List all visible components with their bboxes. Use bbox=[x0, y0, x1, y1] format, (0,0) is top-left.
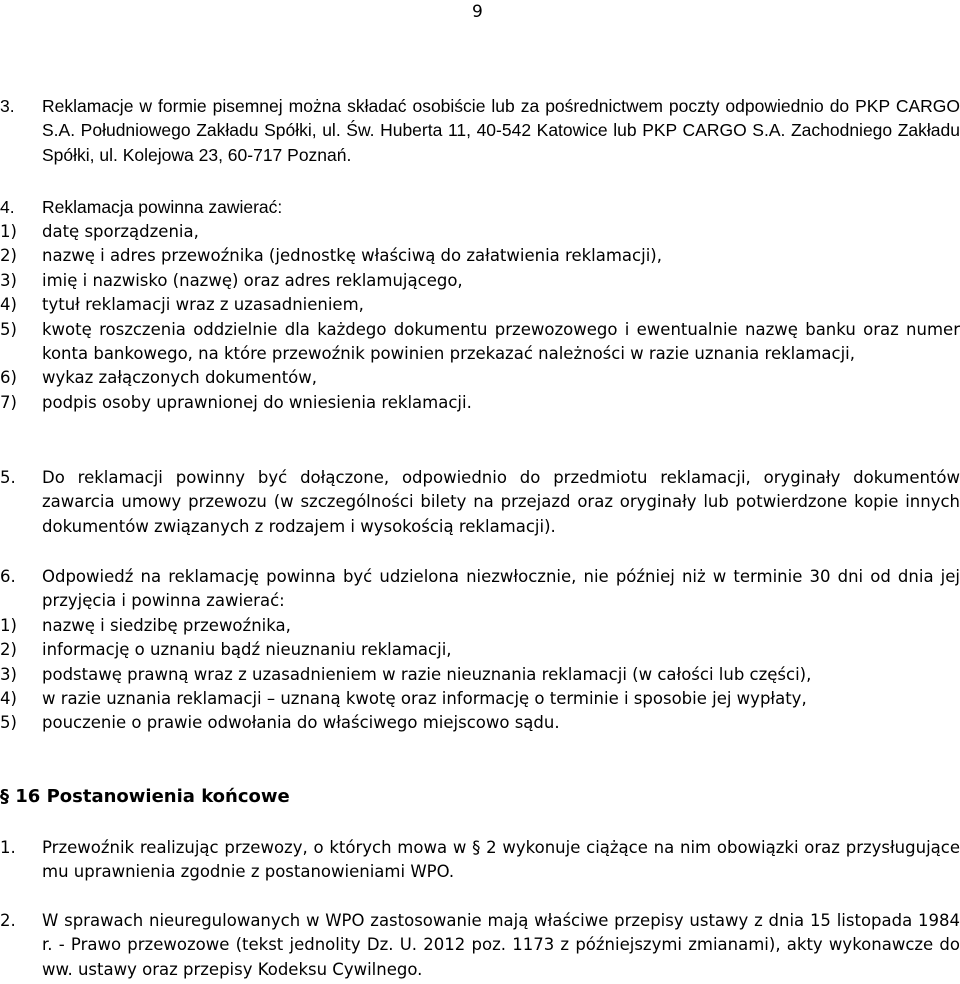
list-number: 4) bbox=[0, 295, 17, 315]
item-text: Przewoźnik realizując przewozy, o których mowa w § 2 wykonuje ciążące na nim obowiązki oraz przysługujące mu uprawnienia zgodnie z postanowieniami WPO. bbox=[42, 838, 960, 882]
list-text: pouczenie o prawie odwołania do właściwego miejscowo sądu. bbox=[42, 713, 560, 733]
list-number: 1) bbox=[0, 615, 17, 635]
list-number: 6) bbox=[0, 368, 17, 388]
list-text: tytuł reklamacji wraz z uzasadnieniem, bbox=[42, 295, 364, 315]
list-item bbox=[0, 711, 960, 735]
paragraph-3 bbox=[0, 94, 960, 167]
paragraph-5 bbox=[0, 466, 960, 539]
item-number: 5. bbox=[0, 468, 16, 487]
item-number: 4. bbox=[0, 197, 15, 217]
list-text: podstawę prawną wraz z uzasadnieniem w razie nieuznania reklamacji (w całości lub części), bbox=[42, 664, 812, 684]
list-text: wykaz załączonych dokumentów, bbox=[42, 368, 317, 388]
item-number: 2. bbox=[0, 911, 16, 930]
list-text: w razie uznania reklamacji – uznaną kwotę oraz informację o terminie i sposobie jej wypłaty, bbox=[42, 689, 807, 709]
list-text: podpis osoby uprawnionej do wniesienia reklamacji. bbox=[42, 392, 472, 412]
list-item bbox=[0, 366, 960, 390]
item-intro: Reklamacja powinna zawierać: bbox=[42, 197, 283, 217]
list-item bbox=[0, 687, 960, 711]
list-item bbox=[0, 318, 960, 367]
paragraph-6 bbox=[0, 565, 960, 736]
list-number: 3) bbox=[0, 270, 17, 290]
list-text: datę sporządzenia, bbox=[42, 222, 199, 241]
list-number: 1) bbox=[0, 222, 17, 241]
list-text: imię i nazwisko (nazwę) oraz adres reklamującego, bbox=[42, 270, 463, 290]
list-item bbox=[0, 391, 960, 415]
item-intro: Odpowiedź na reklamację powinna być udzielona niezwłocznie, nie później niż w terminie 30 dni od dnia jej przyjęcia i powinna zawierać: bbox=[42, 567, 960, 611]
list-text: nazwę i siedzibę przewoźnika, bbox=[42, 615, 291, 635]
section-paragraph-1 bbox=[0, 836, 960, 885]
list-item bbox=[0, 638, 960, 662]
list-number: 2) bbox=[0, 640, 17, 660]
section-heading: § 16 Postanowienia końcowe bbox=[0, 786, 290, 807]
list-item bbox=[0, 220, 960, 244]
list-number: 5) bbox=[0, 713, 17, 733]
list-item bbox=[0, 663, 960, 687]
list-number: 3) bbox=[0, 664, 17, 684]
item-text: Reklamacje w formie pisemnej można składać osobiście lub za pośrednictwem poczty odpowiednio do PKP CARGO S.A. Południowego Zakładu Spółki, ul. Św. Huberta 11, 40-542 Katowice lub PKP CARGO S.A. Zachodniego Zakładu Spółki, ul. Kolejowa 23, 60-717 Poznań. bbox=[42, 96, 960, 165]
list-item bbox=[0, 244, 960, 268]
list-number: 4) bbox=[0, 689, 17, 709]
item-number: 6. bbox=[0, 567, 16, 586]
page-number: 9 bbox=[472, 2, 483, 22]
list-text: nazwę i adres przewoźnika (jednostkę właściwą do załatwienia reklamacji), bbox=[42, 246, 662, 266]
item-number: 1. bbox=[0, 838, 16, 857]
list-number: 7) bbox=[0, 392, 17, 412]
list-text: informację o uznaniu bądź nieuznaniu reklamacji, bbox=[42, 640, 452, 660]
list-number: 2) bbox=[0, 246, 17, 266]
item-text: Do reklamacji powinny być dołączone, odpowiednio do przedmiotu reklamacji, oryginały dokumentów zawarcia umowy przewozu (w szczególności bilety na przejazd oraz oryginały lub potwierdzone kopie innych dokumentów związanych z rodzajem i wysokością reklamacji). bbox=[42, 468, 960, 536]
list-number: 5) bbox=[0, 319, 17, 339]
list-text: kwotę roszczenia oddzielnie dla każdego dokumentu przewozowego i ewentualnie nazwę banku oraz numer konta bankowego, na które przewoźnik powinien przekazać należności w razie uznania reklamacji, bbox=[42, 319, 960, 364]
list-item bbox=[0, 293, 960, 317]
item-number: 3. bbox=[0, 96, 15, 116]
section-paragraph-2 bbox=[0, 909, 960, 982]
list-item bbox=[0, 269, 960, 293]
paragraph-4 bbox=[0, 195, 960, 219]
paragraph-4-list bbox=[0, 220, 960, 415]
list-item bbox=[0, 614, 960, 638]
item-text: W sprawach nieuregulowanych w WPO zastosowanie mają właściwe przepisy ustawy z dnia 15 listopada 1984 r. - Prawo przewozowe (tekst jednolity Dz. U. 2012 poz. 1173 z późniejszymi zmianami), akty wykonawcze do ww. ustawy oraz przepisy Kodeksu Cywilnego. bbox=[42, 911, 960, 979]
